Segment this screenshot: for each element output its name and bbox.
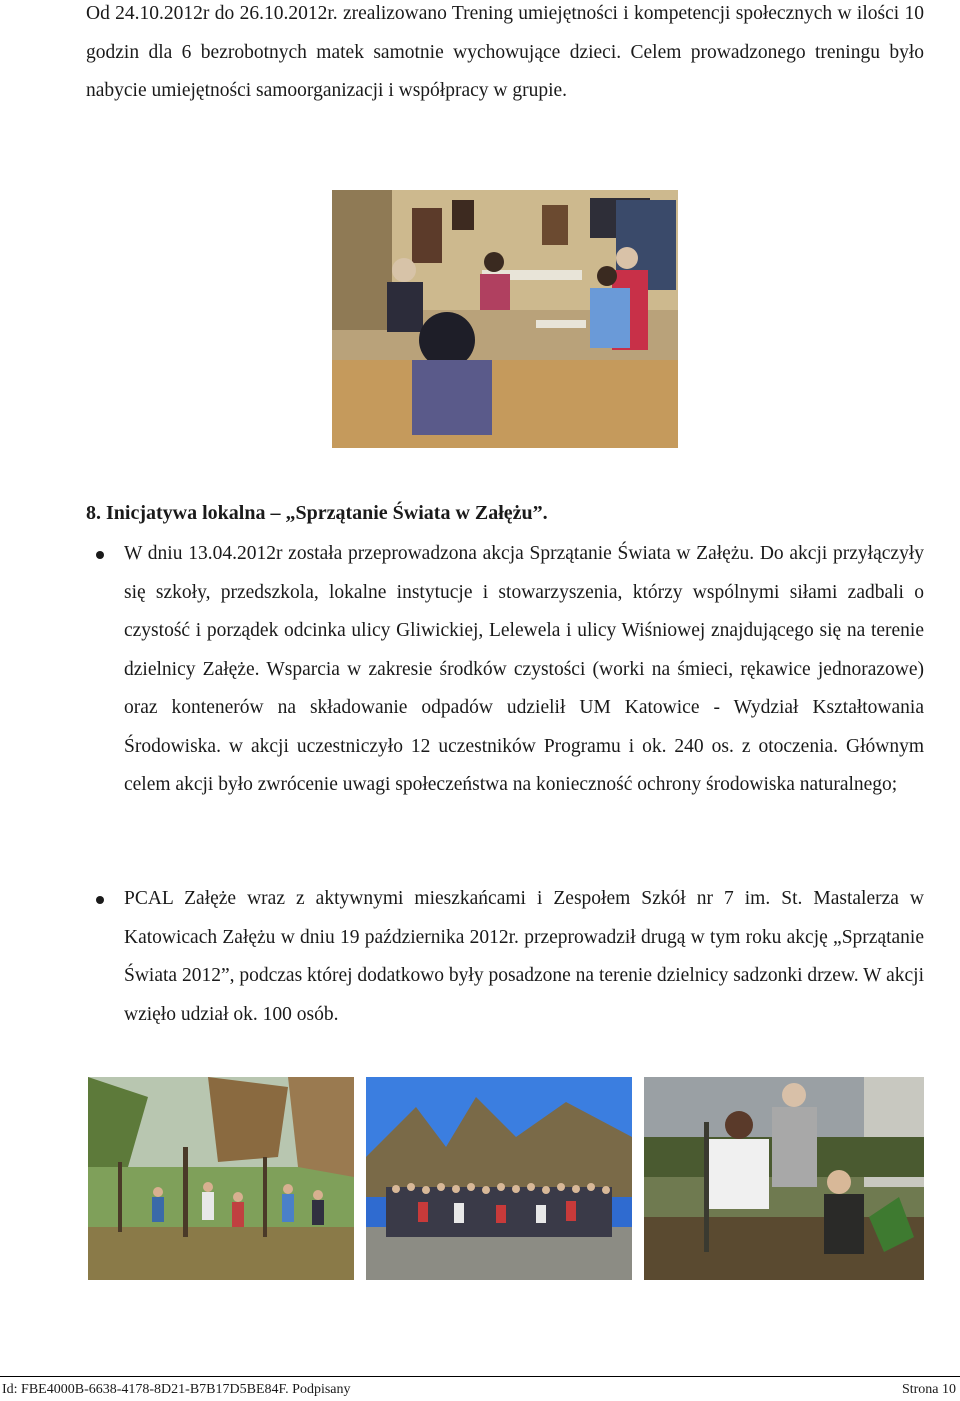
cleanup-park-photo	[88, 1077, 354, 1280]
group-photo	[366, 1077, 632, 1280]
footer-divider	[0, 1376, 960, 1377]
list-item-text: PCAL Załęże wraz z aktywnymi mieszkańcami i Zespołem Szkół nr 7 im. St. Mastalerza w Katowicach Załężu w dniu 19 października 2012r. przeprowadził drugą w tym roku akcję „Sprzątanie Świata 2012”, podczas której dodatkowo były posadzone na terenie dzielnicy sadzonki drzew. W akcji wzięło udział ok. 100 osób.	[124, 888, 924, 1025]
bullet-icon	[96, 896, 104, 904]
section-heading: 8. Inicjatywa lokalna – „Sprzątanie Świata w Załężu”.	[86, 502, 548, 524]
intro-paragraph: Od 24.10.2012r do 26.10.2012r. zrealizowano Trening umiejętności i kompetencji społecznych w ilości 10 godzin dla 6 bezrobotnych matek samotnie wychowujące dzieci. Celem prowadzonego treningu było nabycie umiejętności samoorganizacji i współpracy w grupie.	[86, 3, 924, 101]
list-item-text: W dniu 13.04.2012r została przeprowadzona akcja Sprzątanie Świata w Załężu. Do akcji przyłączyły się szkoły, przedszkola, lokalne instytucje i stowarzyszenia, którzy wspólnymi siłami zadbali o czystość i porządek odcinka ulicy Gliwickiej, Lelewela i ulicy Wiśniowej znajdującego się na terenie dzielnicy Załęże. Wsparcia w zakresie środków czystości (worki na śmieci, rękawice jednorazowe) oraz kontenerów na składowanie odpadów udzielił UM Katowice - Wydział Kształtowania Środowiska. w akcji uczestniczyło 12 uczestników Programu i ok. 240 os. z otoczenia. Głównym celem akcji było zwrócenie uwagi społeczeństwa na konieczność ochrony środowiska naturalnego;	[124, 543, 924, 795]
page-number: Strona 10	[901, 1382, 956, 1397]
document-id: Id: FBE4000B-6638-4178-8D21-B7B17D5BE84F. Podpisany	[2, 1382, 351, 1397]
training-session-photo	[332, 190, 678, 448]
list-item	[86, 535, 924, 875]
planting-trees-photo	[644, 1077, 924, 1280]
bullet-icon	[96, 551, 104, 559]
list-item	[86, 880, 924, 1035]
